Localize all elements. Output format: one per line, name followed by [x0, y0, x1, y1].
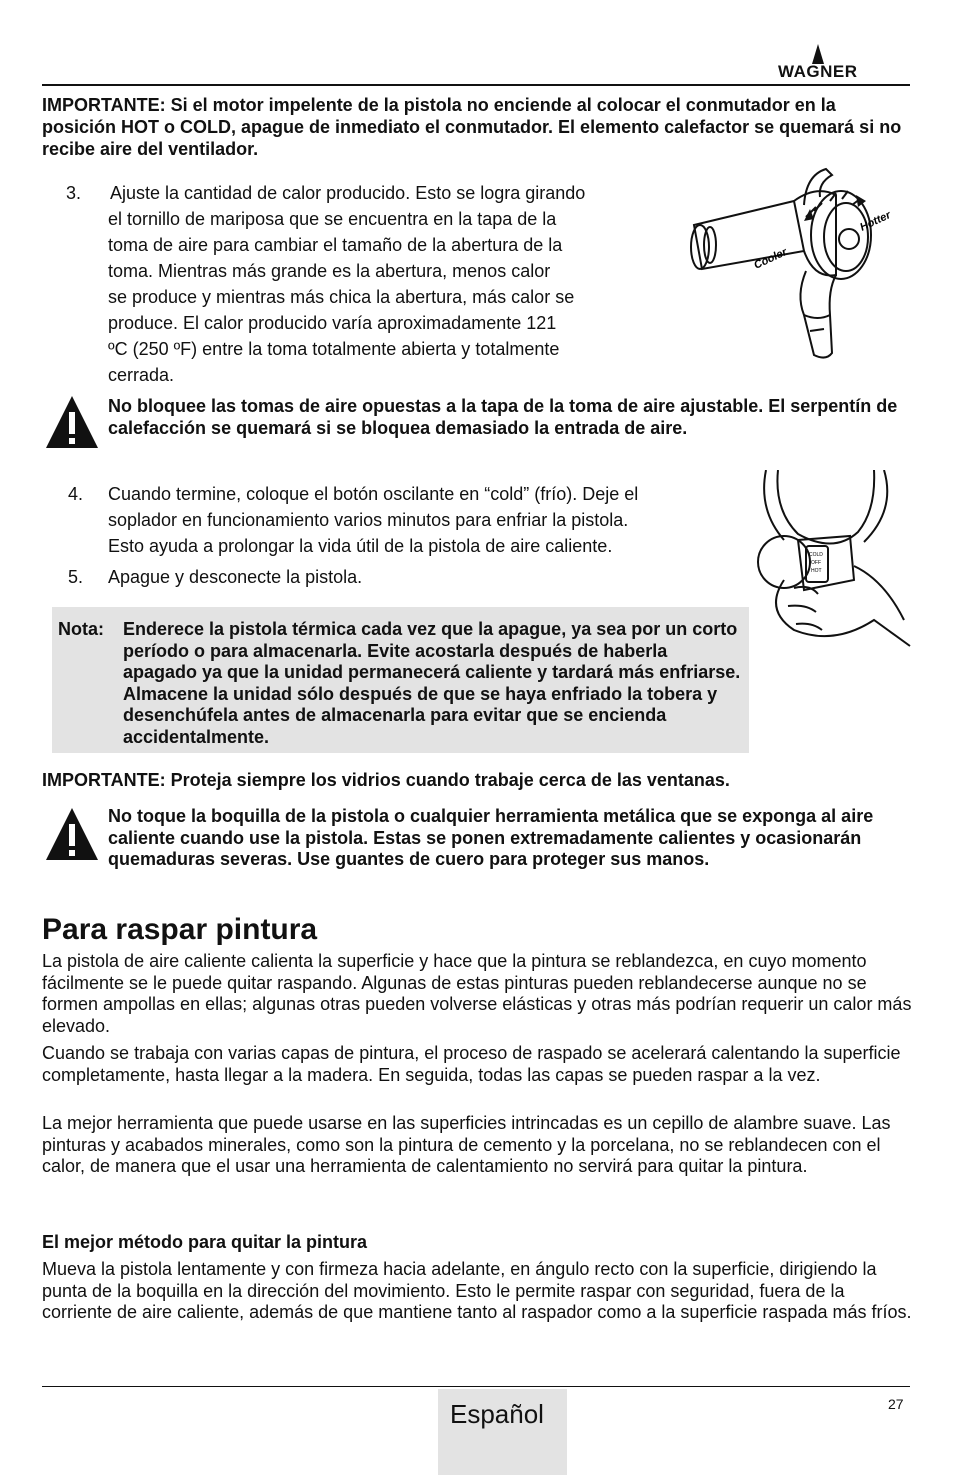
- wagner-logo: [778, 42, 910, 82]
- warning-text-2: No toque la boquilla de la pistola o cualquier herramienta metálica que se exponga al aire caliente cuando use la pistola. Estas se ponen extremadamente calientes y ocasionarán quemaduras severas. Use guantes de cuero para proteger sus manos.: [108, 806, 874, 869]
- subsection-heading: El mejor método para quitar la pintura: [42, 1232, 368, 1252]
- warning-triangle-icon: [44, 806, 100, 862]
- note-box: [52, 607, 749, 753]
- step-3-line-7: ºC (250 ºF) entre la toma totalmente abierta y totalmente: [108, 339, 560, 359]
- language-label: Español: [450, 1399, 544, 1429]
- hotter-label: Hotter: [858, 209, 893, 234]
- note-label: Nota:: [58, 619, 104, 639]
- step-3-number: 3.: [66, 183, 82, 203]
- step-4-line-2: soplador en funcionamiento varios minutos para enfriar la pistola.: [108, 510, 629, 530]
- section-paragraph-1: La pistola de aire caliente calienta la superficie y hace que la pintura se reblandezca, en cuyo momento fácilmente se le puede quitar raspando. Algunas de estas pinturas pueden reblandecerse aunque no se formen ampollas en ellas; algunas otras pueden volverse elásticas y otras más podrían requerir un calor más elevado.: [42, 951, 912, 1036]
- switch-label-off: OFF: [811, 560, 821, 566]
- step-3-line-1: Ajuste la cantidad de calor producido. Esto se logra girando: [110, 183, 586, 203]
- switch-hand-figure: [754, 470, 914, 650]
- logo-text: WAGNER: [778, 62, 858, 81]
- step-4-line-1: Cuando termine, coloque el botón oscilante en “cold” (frío). Deje el: [108, 484, 639, 504]
- important-notice-2: IMPORTANTE: Proteja siempre los vidrios cuando trabaje cerca de las ventanas.: [42, 770, 730, 790]
- header-divider: [42, 84, 910, 86]
- step-3-line-8: cerrada.: [108, 365, 175, 385]
- section-paragraph-2: Cuando se trabaja con varias capas de pintura, el proceso de raspado se acelerará calentando la superficie completamente, hasta llegar a la madera. En seguida, todas las capas se pueden raspar a la vez.: [42, 1043, 901, 1085]
- step-4-number: 4.: [68, 484, 84, 504]
- section-heading: Para raspar pintura: [42, 913, 318, 946]
- warning-text-1: No bloquee las tomas de aire opuestas a la tapa de la toma de aire ajustable. El serpentín de calefacción se quemará si se bloquea demasiado la entrada de aire.: [108, 396, 898, 438]
- language-tab: [438, 1389, 567, 1475]
- section-paragraph-4: Mueva la pistola lentamente y con firmeza hacia adelante, en ángulo recto con la superficie, dirigiendo la punta de la boquilla en la dirección del movimiento. Esto le permite raspar con seguridad, fuera de la corriente de aire caliente, además de que mantiene tanto al raspador como a la superficie raspada más fríos.: [42, 1259, 912, 1322]
- heat-gun-illustration-icon: [686, 165, 912, 365]
- note-text: Enderece la pistola térmica cada vez que la apague, ya sea por un corto período o para almacenarla. Evite acostarla después de haberla apagado ya que la unidad permanecerá caliente y tardará más enfriarse. Almacene la unidad sólo después de que se haya enfriado la tobera y desenchúfela antes de almacenarla para evitar que se encienda accidentalmente.: [123, 619, 741, 747]
- footer-divider: [42, 1386, 910, 1387]
- step-3-line-2: el tornillo de mariposa que se encuentra en la tapa de la: [108, 209, 557, 229]
- section-paragraph-3: La mejor herramienta que puede usarse en las superficies intrincadas es un cepillo de alambre suave. Las pinturas y acabados minerales, como son la pintura de cemento y la porcelana, no se reblandecen con el calor, de manera que el usar una herramienta de calentamiento no servirá para quitar la pintura.: [42, 1113, 891, 1176]
- step-3-line-5: se produce y mientras más chica la abertura, más calor se: [108, 287, 575, 307]
- warning-triangle-icon: [44, 394, 100, 450]
- heat-gun-figure: [686, 165, 912, 365]
- step-5-text: Apague y desconecte la pistola.: [108, 567, 363, 587]
- switch-label-hot: HOT: [811, 568, 822, 574]
- step-3-line-4: toma. Mientras más grande es la abertura, menos calor: [108, 261, 551, 281]
- important-notice-1: IMPORTANTE: Si el motor impelente de la pistola no enciende al colocar el conmutador en la posición HOT o COLD, apague de inmediato el conmutador. El elemento calefactor se quemará si no recibe aire del ventilador.: [42, 95, 902, 159]
- step-5-number: 5.: [68, 567, 84, 587]
- switch-label-cold: COLD: [809, 552, 823, 558]
- page-number: 27: [888, 1396, 904, 1412]
- step-3-line-3: toma de aire para cambiar el tamaño de la abertura de la: [108, 235, 563, 255]
- step-3-line-6: produce. El calor producido varía aproximadamente 121: [108, 313, 557, 333]
- cooler-label: Cooler: [752, 246, 789, 272]
- hand-switch-illustration-icon: [754, 470, 914, 650]
- step-4-line-3: Esto ayuda a prolongar la vida útil de la pistola de aire caliente.: [108, 536, 613, 556]
